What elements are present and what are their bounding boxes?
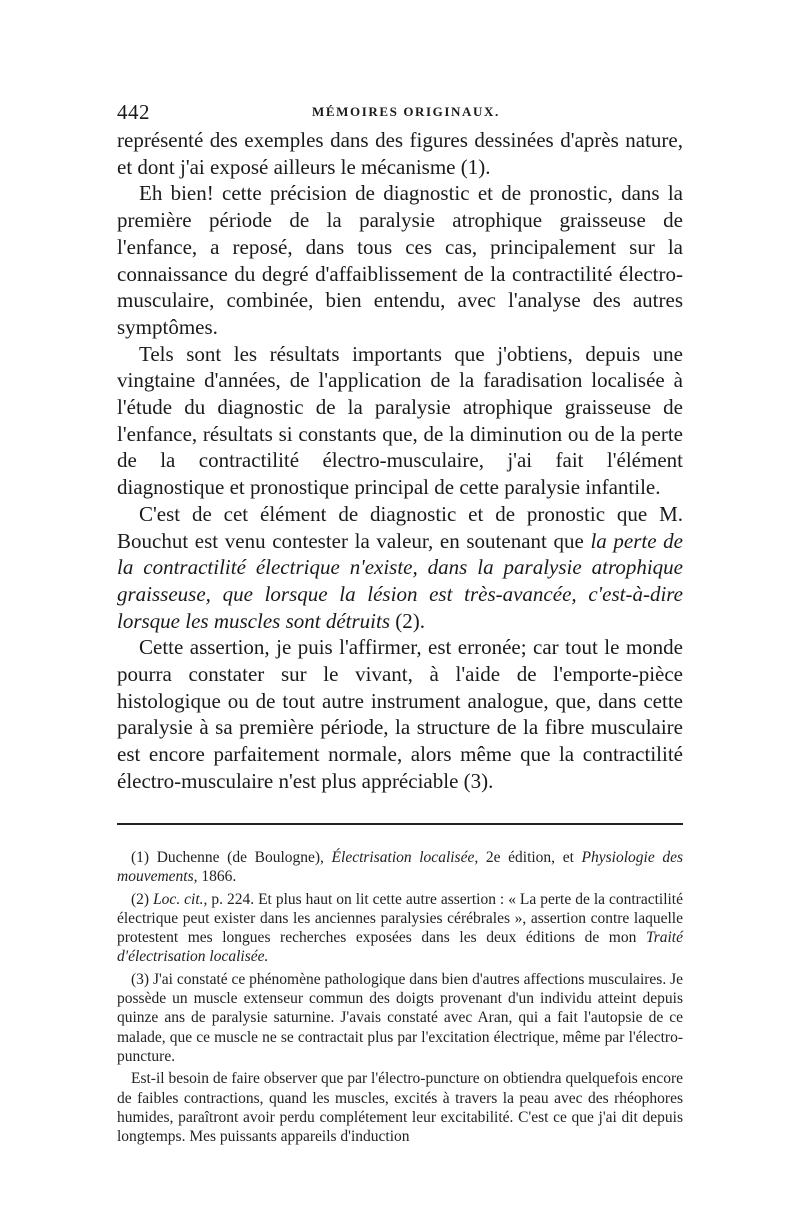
footnote-1-text: (1) Duchenne (de Boulogne),	[131, 849, 332, 866]
paragraph-4	[117, 501, 683, 635]
footnote-1-text-b: 2e édition, et	[478, 849, 582, 866]
paragraph-4-text: C'est de cet élément de diagnostic et de pronostic que M. Bouchut est venu contester la valeur, en soutenant que	[117, 501, 683, 553]
paragraph-1: représenté des exemples dans des figures dessinées d'après nature, et dont j'ai exposé ailleurs le mécanisme (1).	[117, 128, 683, 179]
footnote-1-title-b: Physiologie des mouvements,	[117, 849, 683, 886]
footnote-3: (3) J'ai constaté ce phénomène pathologique dans bien d'autres affections musculaires. Je possède un muscle extenseur commun des doigts provenant d'un individu atteint depuis quinze ans de paralysie saturnine. J'avais constaté avec Aran, qui a fait l'autopsie de ce malade, que ce muscle ne se contractait plus par l'excitation électrique, même par l'électro-puncture.	[117, 970, 683, 1065]
footnote-1-year: 1866.	[197, 868, 237, 886]
footnote-2-text: p. 224. Et plus haut on lit cette autre assertion : « La perte de la contractilité électrique peut exister dans les anciennes paralysies cérébrales », assertion contre laquelle protestent mes longues recherches exposées dans les deux éditions de mon	[117, 890, 683, 947]
footnote-divider	[117, 823, 683, 825]
paragraph-5: Cette assertion, je puis l'affirmer, est erronée; car tout le monde pourra constater sur le vivant, à l'aide de l'emporte-pièce histologique ou de tout autre instrument analogue, que, dans cette paralysie à sa première période, la structure de la fibre musculaire est encore parfaitement normale, alors même que la contractilité électro-musculaire n'est plus appréciable (3).	[117, 635, 683, 793]
paragraph-2: Eh bien! cette précision de diagnostic et de pronostic, dans la première période de la paralysie atrophique graisseuse de l'enfance, a reposé, dans tous ces cas, principalement sur la connaissance du degré d'affaiblissement de la contractilité électro-musculaire, combinée, bien entendu, avec l'analyse des autres symptômes.	[117, 181, 683, 339]
footnote-3-continued: Est-il besoin de faire observer que par l'électro-puncture on obtiendra quelquefois encore de faibles contractions, quand les muscles, excités à travers la peau avec des rhéophores humides, paraîtront avoir perdu complétement leur excitabilité. C'est ce que j'ai dit depuis longtemps. Mes puissants appareils d'induction	[117, 1070, 683, 1146]
footnotes	[117, 848, 683, 1149]
main-text	[117, 127, 683, 795]
page-header	[117, 100, 683, 124]
footnote-2-title: Traité d'électrisation localisée.	[117, 929, 683, 966]
running-title: MÉMOIRES ORIGINAUX.	[312, 104, 500, 119]
page-number: 442	[117, 100, 150, 124]
footnote-1-title: Électrisation localisée,	[331, 849, 479, 866]
footnote-2	[117, 890, 683, 967]
paragraph-4-ref: (2).	[390, 608, 425, 633]
footnote-2-ref: Loc. cit.,	[153, 890, 208, 908]
paragraph-4-quote: la perte de la contractilité électrique n'existe, dans la paralysie atrophique graisseuse, que lorsque la lésion est très-avancée, c'est-à-dire lorsque les muscles sont détruits	[117, 528, 683, 633]
paragraph-3: Tels sont les résultats importants que j'obtiens, depuis une vingtaine d'années, de l'application de la faradisation localisée à l'étude du diagnostic de la paralysie atrophique graisseuse de l'enfance, résultats si constants que, de la diminution ou de la perte de la contractilité électro-musculaire, j'ai fait l'élément diagnostique et pronostique principal de cette paralysie infantile.	[117, 341, 683, 500]
footnote-2-num: (2)	[131, 890, 154, 908]
footnote-1	[117, 848, 683, 887]
